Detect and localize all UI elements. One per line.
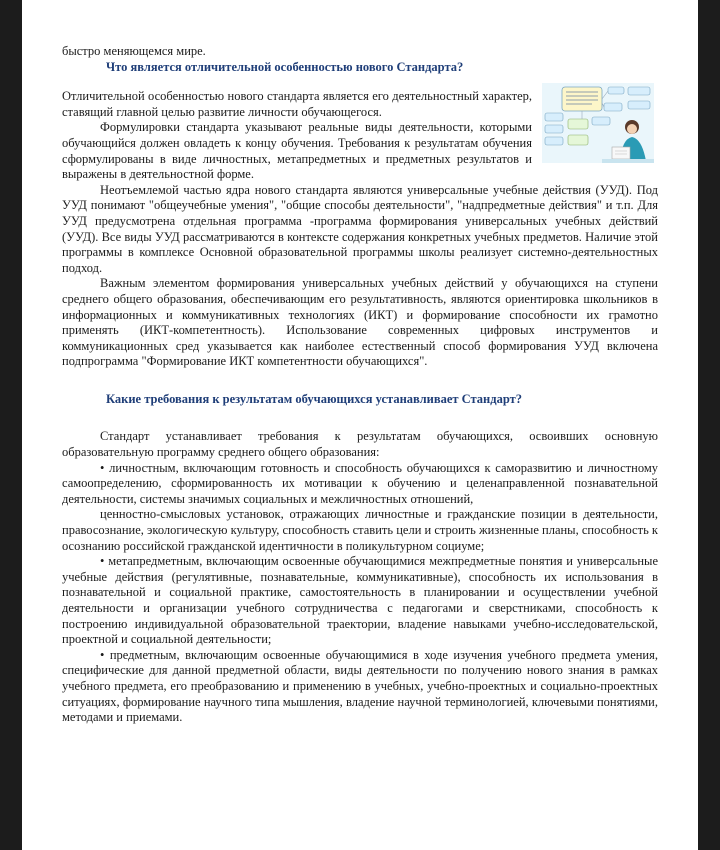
document-page xyxy=(22,0,698,850)
heading-requirements: Какие требования к результатам обучающихся устанавливает Стандарт? xyxy=(106,391,522,406)
paragraph-ict: Важным элементом формирования универсальных учебных действий у обучающихся на ступени среднего общего образования, обеспечивающим его результативность, являются ориентировка школьников в информационных и коммуникативных технологиях (ИКТ) и формирование способности их грамотно применять (ИКТ-компетентность). Использование современных цифровых инструментов и коммуникационных сред указывается как наиболее естественный способ формирования УУД включена подпрограмма "Формирование ИКТ компетентности обучающихся". xyxy=(62,276,658,369)
top-line: быстро меняющемся мире. xyxy=(62,44,206,58)
list-item-personal: • личностным, включающим готовность и способность обучающихся к саморазвитию и личностному самоопределению, сформированность их мотивации к обучению и целенаправленной познавательной деятельности, системы значимых социальных и межличностных отношений, xyxy=(62,460,658,506)
paragraph-standard-requirements: Стандарт устанавливает требования к результатам обучающихся, освоивших основную образовательную программу среднего общего образования: xyxy=(62,429,658,460)
list-item-metasubject: • метапредметным, включающим освоенные обучающимися межпредметные понятия и универсальные учебные действия (регулятивные, познавательные, коммуникативные), способность их использования в познавательной и социальной практике, самостоятельность в планировании и осуществлении учебной деятельности и организации учебного сотрудничества с педагогами и сверстниками, способность к построению индивидуальной образовательной траектории, владение навыками учебно-исследовательской, проектной и социальной деятельности; xyxy=(62,554,658,647)
paragraph-distinctive-feature: Отличительной особенностью нового стандарта является его деятельностный характер, ставящий главной целью развитие личности обучающегося. xyxy=(62,89,532,119)
paragraph-formulations: Формулировки стандарта указывают реальные виды деятельности, которыми обучающийся должен овладеть к концу обучения. Требования к результатам обучения сформулированы в виде личностных, метапредметных и предметных результатов и выражены в деятельностной форме. xyxy=(62,120,532,182)
uud-mindmap-illustration xyxy=(542,83,654,163)
heading-distinctive-feature: Что является отличительной особенностью нового Стандарта? xyxy=(106,59,464,74)
paragraph-uud: Неотъемлемой частью ядра нового стандарта являются универсальные учебные действия (УУД). Под УУД понимают "общеучебные умения", "общие способы деятельности", "надпредметные действия" и т.п. Для УУД предусмотрена отдельная программа -программа формирования универсальных учебных действий (УУД). Все виды УУД рассматриваются в контексте содержания конкретных учебных предметов. Наличие этой программы в комплексе Основной образовательной программы школы реализует системно-деятельностных подход. xyxy=(62,182,658,275)
list-item-subject: • предметным, включающим освоенные обучающимися в ходе изучения учебного предмета умения, специфические для данной предметной области, виды деятельности по получению нового знания в рамках учебного предмета, его преобразованию и применению в учебных, учебно-проектных и социально-проектных ситуациях, формирование научного типа мышления, владение научной терминологией, ключевыми понятиями, методами и приемами. xyxy=(62,647,658,725)
list-item-personal-continued: ценностно-смысловых установок, отражающих личностные и гражданские позиции в деятельности, правосознание, экологическую культуру, способность ставить цели и строить жизненные планы, способность к осознанию российской гражданской идентичности в поликультурном социуме; xyxy=(62,507,658,553)
